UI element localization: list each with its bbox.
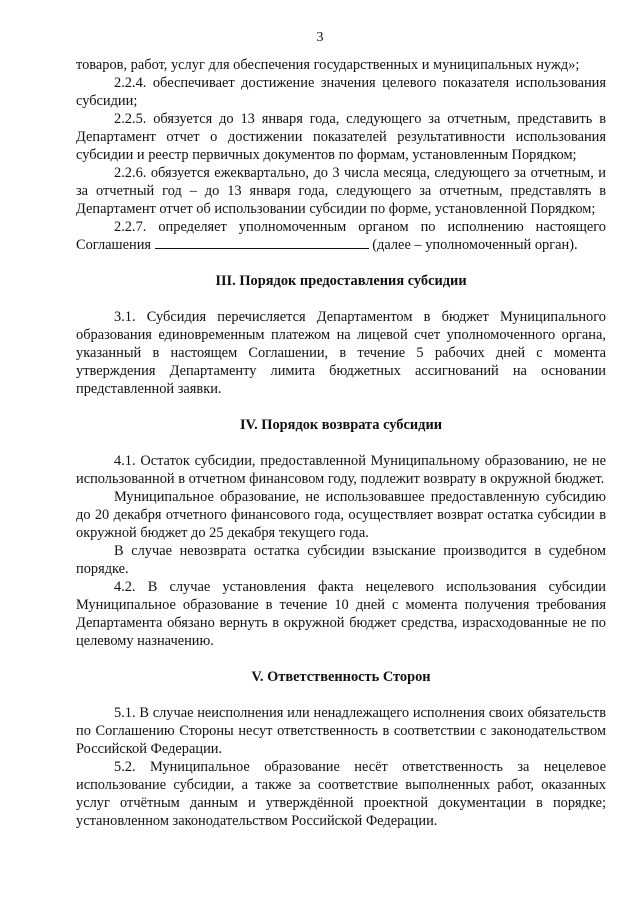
paragraph-2-2-7 (76, 218, 606, 254)
paragraph-4-1: 4.1. Остаток субсидии, предоставленной Муниципальному образованию, не не использованной в отчетном финансовом году, подлежит возврату в окружной бюджет. (76, 453, 606, 487)
paragraph-2-2-6: 2.2.6. обязуется ежеквартально, до 3 числа месяца, следующего за отчетным, и за отчетный год – до 13 января года, следующего за отчетным, представлять в Департамент отчет об использовании субсидии по форме, установленной Порядком; (76, 165, 606, 217)
paragraph-2-2-7-text: 2.2.7. определяет уполномоченным органом по исполнению настоящего Соглашения (76, 219, 606, 253)
paragraph-continuation: товаров, работ, услуг для обеспечения государственных и муниципальных нужд»; (76, 57, 580, 73)
paragraph-2-2-5: 2.2.5. обязуется до 13 января года, следующего за отчетным, представить в Департамент отчет о достижении показателей результативности использования субсидии и реестр первичных документов по формам, установленным Порядком; (76, 111, 606, 163)
paragraph-5-1: 5.1. В случае неисполнения или ненадлежащего исполнения своих обязательств по Соглашению Стороны несут ответственность в соответствии с законодательством Российской Федерации. (76, 705, 606, 757)
section-4-heading: IV. Порядок возврата субсидии (239, 417, 443, 433)
paragraph-5-2: 5.2. Муниципальное образование несёт ответственность за нецелевое использование субсидии, а также за соответствие выполненных работ, оказанных услуг отчётным данным и утверждённой проектной документации в порядке; установленном законодательством Российской Федерации. (76, 759, 606, 829)
paragraph-4-1-b: Муниципальное образование, не использовавшее предоставленную субсидию до 20 декабря отчетного финансового года, осуществляет возврат остатка субсидии в окружной бюджет до 25 декабря текущего года. (76, 489, 606, 541)
section-5-heading: V. Ответственность Сторон (251, 669, 431, 685)
paragraph-4-2: 4.2. В случае установления факта нецелевого использования субсидии Муниципальное образование в течение 10 дней с момента получения требования Департамента обязано вернуть в окружной бюджет средства, израсходованные не по целевому назначению. (76, 579, 606, 649)
document-body (76, 56, 606, 830)
page-number: 3 (316, 30, 324, 45)
paragraph-2-2-4: 2.2.4. обеспечивает достижение значения целевого показателя использования субсидии; (76, 75, 606, 109)
paragraph-2-2-7-tail: (далее – уполномоченный орган). (372, 237, 578, 253)
blank-fill-line (155, 236, 369, 249)
section-3-heading: III. Порядок предоставления субсидии (215, 273, 467, 289)
paragraph-4-1-c: В случае невозврата остатка субсидии взыскание производится в судебном порядке. (76, 543, 606, 577)
paragraph-3-1: 3.1. Субсидия перечисляется Департаментом в бюджет Муниципального образования единовременным платежом на лицевой счет уполномоченного органа, указанный в настоящем Соглашении, в течение 5 рабочих дней с момента утверждения Департаменту лимита бюджетных ассигнований на основании представленной заявки. (76, 309, 606, 397)
